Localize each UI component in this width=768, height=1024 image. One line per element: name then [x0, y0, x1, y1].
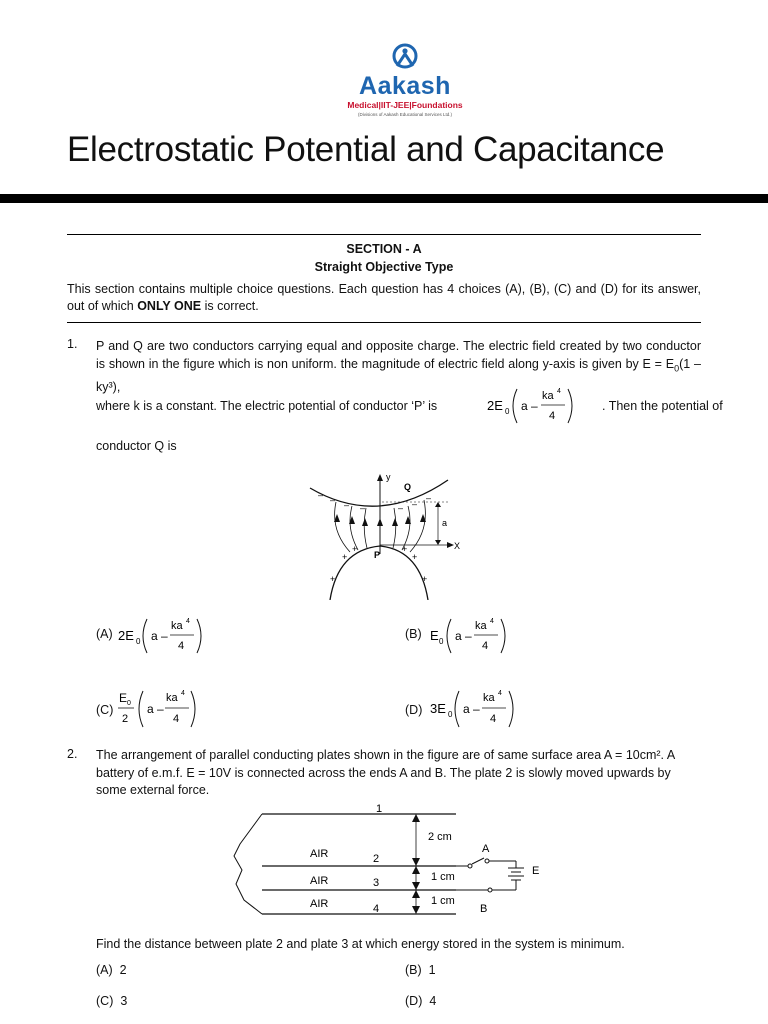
math-ka: ka — [166, 692, 178, 704]
plate-2-label: 2 — [373, 853, 380, 865]
math-a: a – — [151, 629, 168, 643]
coef-text: E — [119, 691, 128, 705]
arrow-icon — [412, 906, 420, 914]
section-subheading: Straight Objective Type — [314, 260, 454, 274]
left-paren — [139, 691, 143, 727]
math-exp: 4 — [186, 618, 190, 625]
logo-fineprint: (Divisions of Aakash Educational Services Ltd.) — [357, 112, 453, 117]
math-exp: 4 — [498, 690, 502, 697]
math-den: 2 — [122, 713, 129, 725]
coef-text: 2E — [487, 398, 503, 413]
question-text: The arrangement of parallel conducting plates shown in the figure are of same surface area A = 10cm². A battery of e.m.f. E = 10V is connected across the ends A and B. The plate 2 is slowly moved upwards by some external force. — [96, 748, 675, 797]
option-a-expression[interactable] — [116, 614, 206, 658]
option-label: (C) — [96, 994, 114, 1008]
aakash-logo — [345, 42, 465, 122]
math-a: a – — [147, 702, 164, 716]
parallel-plates-figure — [226, 804, 546, 926]
intro-text: This section contains multiple choice questions. Each question has 4 choices (A), (B), (C) and (D) for its answer, out of which — [67, 282, 701, 313]
question-text — [96, 337, 701, 396]
minus-sign: – — [398, 503, 404, 513]
arrow-icon — [377, 518, 383, 526]
left-paren — [143, 619, 147, 653]
option-a[interactable] — [96, 963, 127, 977]
option-value: 3 — [120, 994, 128, 1008]
option-c-expression[interactable] — [116, 686, 198, 732]
right-paren — [501, 619, 505, 653]
coef-text: E — [430, 628, 439, 643]
terminal-b-label: B — [480, 903, 488, 915]
plate-labels — [310, 804, 539, 915]
left-paren — [513, 389, 517, 423]
option-label: (A) — [96, 963, 113, 977]
math-a: a – — [455, 629, 472, 643]
arrow-icon — [412, 882, 420, 890]
plus-sign: + — [352, 544, 358, 554]
math-den: 4 — [173, 713, 180, 725]
question-text-part: P and Q are two conductors carrying equal and opposite charge. The electric field created by two conductor is shown in the figure which is non uniform. the magnitude of electric field along y-axis is given by E = E — [96, 339, 701, 371]
right-paren — [191, 691, 195, 727]
plus-sign: + — [342, 552, 348, 562]
minus-sign: – — [426, 493, 432, 503]
arrow-icon — [412, 858, 420, 866]
option-label: (D) — [405, 994, 423, 1008]
option-d[interactable] — [405, 994, 436, 1008]
option-label: (B) — [405, 963, 422, 977]
math-ka: ka — [542, 390, 554, 402]
coef-text: 2E — [118, 628, 134, 643]
battery-circuit — [456, 858, 524, 892]
terminal-a-dot — [485, 859, 489, 863]
option-d-expression[interactable] — [428, 686, 518, 732]
question-text-part: (1 – ky³), — [96, 357, 701, 394]
option-b-expression[interactable] — [428, 614, 510, 658]
subscript: 0 — [448, 710, 453, 719]
minus-sign: – — [412, 499, 418, 509]
air-label: AIR — [310, 898, 329, 910]
logo-wordmark: Aakash — [359, 72, 451, 100]
terminal-b-dot — [488, 888, 492, 892]
subscript: 0 — [127, 700, 131, 707]
left-paren — [447, 619, 451, 653]
y-label: y — [386, 472, 391, 482]
subscript: 0 — [136, 637, 141, 646]
right-paren — [197, 619, 201, 653]
option-value: 2 — [119, 963, 127, 977]
question-text-line: where k is a constant. The electric potential of conductor ‘P’ is — [96, 399, 438, 413]
option-value: 4 — [429, 994, 437, 1008]
option-c[interactable] — [96, 994, 127, 1008]
option-value: 1 — [428, 963, 436, 977]
plus-sign: + — [412, 552, 418, 562]
minus-sign: – — [360, 503, 366, 513]
option-label-a: (A) — [96, 627, 113, 641]
section-top-rule — [67, 234, 701, 235]
arrow-icon — [377, 474, 383, 481]
arrow-icon — [412, 814, 420, 822]
plus-sign: + — [422, 574, 428, 584]
page-title: Electrostatic Potential and Capacitance — [67, 130, 665, 169]
math-ka: ka — [475, 620, 487, 632]
section-heading: SECTION - A — [346, 242, 422, 256]
charge-labels — [318, 490, 431, 584]
question-prompt: Find the distance between plate 2 and plate 3 at which energy stored in the system is minimum. — [96, 937, 625, 951]
field-line — [393, 508, 396, 548]
question-text-line: . Then the potential of — [602, 399, 723, 413]
question-number: 1. — [67, 337, 78, 351]
label-q: Q — [404, 482, 412, 492]
right-paren — [509, 691, 513, 727]
arrow-icon — [447, 542, 454, 548]
terminal-a-label: A — [482, 843, 490, 855]
option-b[interactable] — [405, 963, 436, 977]
math-exp: 4 — [181, 690, 185, 697]
section-intro — [67, 281, 701, 315]
label-a: a — [442, 518, 448, 528]
minus-sign: – — [330, 495, 336, 505]
title-divider — [0, 194, 768, 203]
plate-3-label: 3 — [373, 877, 380, 889]
intro-bold: ONLY ONE — [137, 299, 202, 313]
arrow-icon — [412, 866, 420, 874]
math-a: a – — [463, 702, 480, 716]
math-den: 4 — [482, 640, 489, 652]
logo-tagline: Medical|IIT-JEE|Foundations — [347, 100, 463, 110]
left-paren — [455, 691, 459, 727]
option-label-d: (D) — [405, 703, 423, 717]
right-paren — [568, 389, 572, 423]
math-exp: 4 — [490, 618, 494, 625]
battery-e-label: E — [532, 865, 540, 877]
math-a: a – — [521, 399, 538, 413]
math-exp: 4 — [557, 388, 561, 395]
plus-sign: + — [330, 574, 336, 584]
switch — [472, 858, 484, 864]
plate-4-label: 4 — [373, 903, 380, 915]
plate-1-label: 1 — [376, 804, 383, 815]
option-label-b: (B) — [405, 627, 422, 641]
aakash-emblem-icon — [345, 42, 465, 72]
distance-label: 1 cm — [431, 895, 455, 907]
math-den: 4 — [178, 640, 185, 652]
distance-label: 2 cm — [428, 831, 452, 843]
arrow-icon — [362, 518, 368, 526]
arrow-icon — [412, 890, 420, 898]
arrow-icon — [392, 518, 398, 526]
terminal-a-dot — [468, 864, 472, 868]
potential-expression — [484, 384, 596, 428]
math-ka: ka — [171, 620, 183, 632]
option-label-c: (C) — [96, 703, 114, 717]
plates — [262, 814, 456, 914]
connecting-wire — [234, 814, 262, 914]
air-label: AIR — [310, 848, 329, 860]
section-bottom-rule — [67, 322, 701, 323]
plus-sign: + — [402, 544, 408, 554]
intro-text-end: is correct. — [201, 299, 259, 313]
field-line — [364, 508, 367, 548]
air-label: AIR — [310, 875, 329, 887]
conductors-field-figure — [300, 470, 470, 600]
subscript: 0 — [439, 637, 444, 646]
distance-label: 1 cm — [431, 871, 455, 883]
minus-sign: – — [344, 500, 350, 510]
coef-text: 3E — [430, 701, 446, 716]
minus-sign: – — [318, 490, 324, 500]
math-ka: ka — [483, 692, 495, 704]
subscript: 0 — [674, 363, 680, 374]
question-text-line: conductor Q is — [96, 439, 177, 453]
label-x: X — [454, 541, 461, 551]
math-den: 4 — [549, 410, 556, 422]
subscript: 0 — [505, 407, 510, 416]
question-number: 2. — [67, 747, 78, 761]
math-den: 4 — [490, 713, 497, 725]
label-p: P — [374, 550, 381, 560]
